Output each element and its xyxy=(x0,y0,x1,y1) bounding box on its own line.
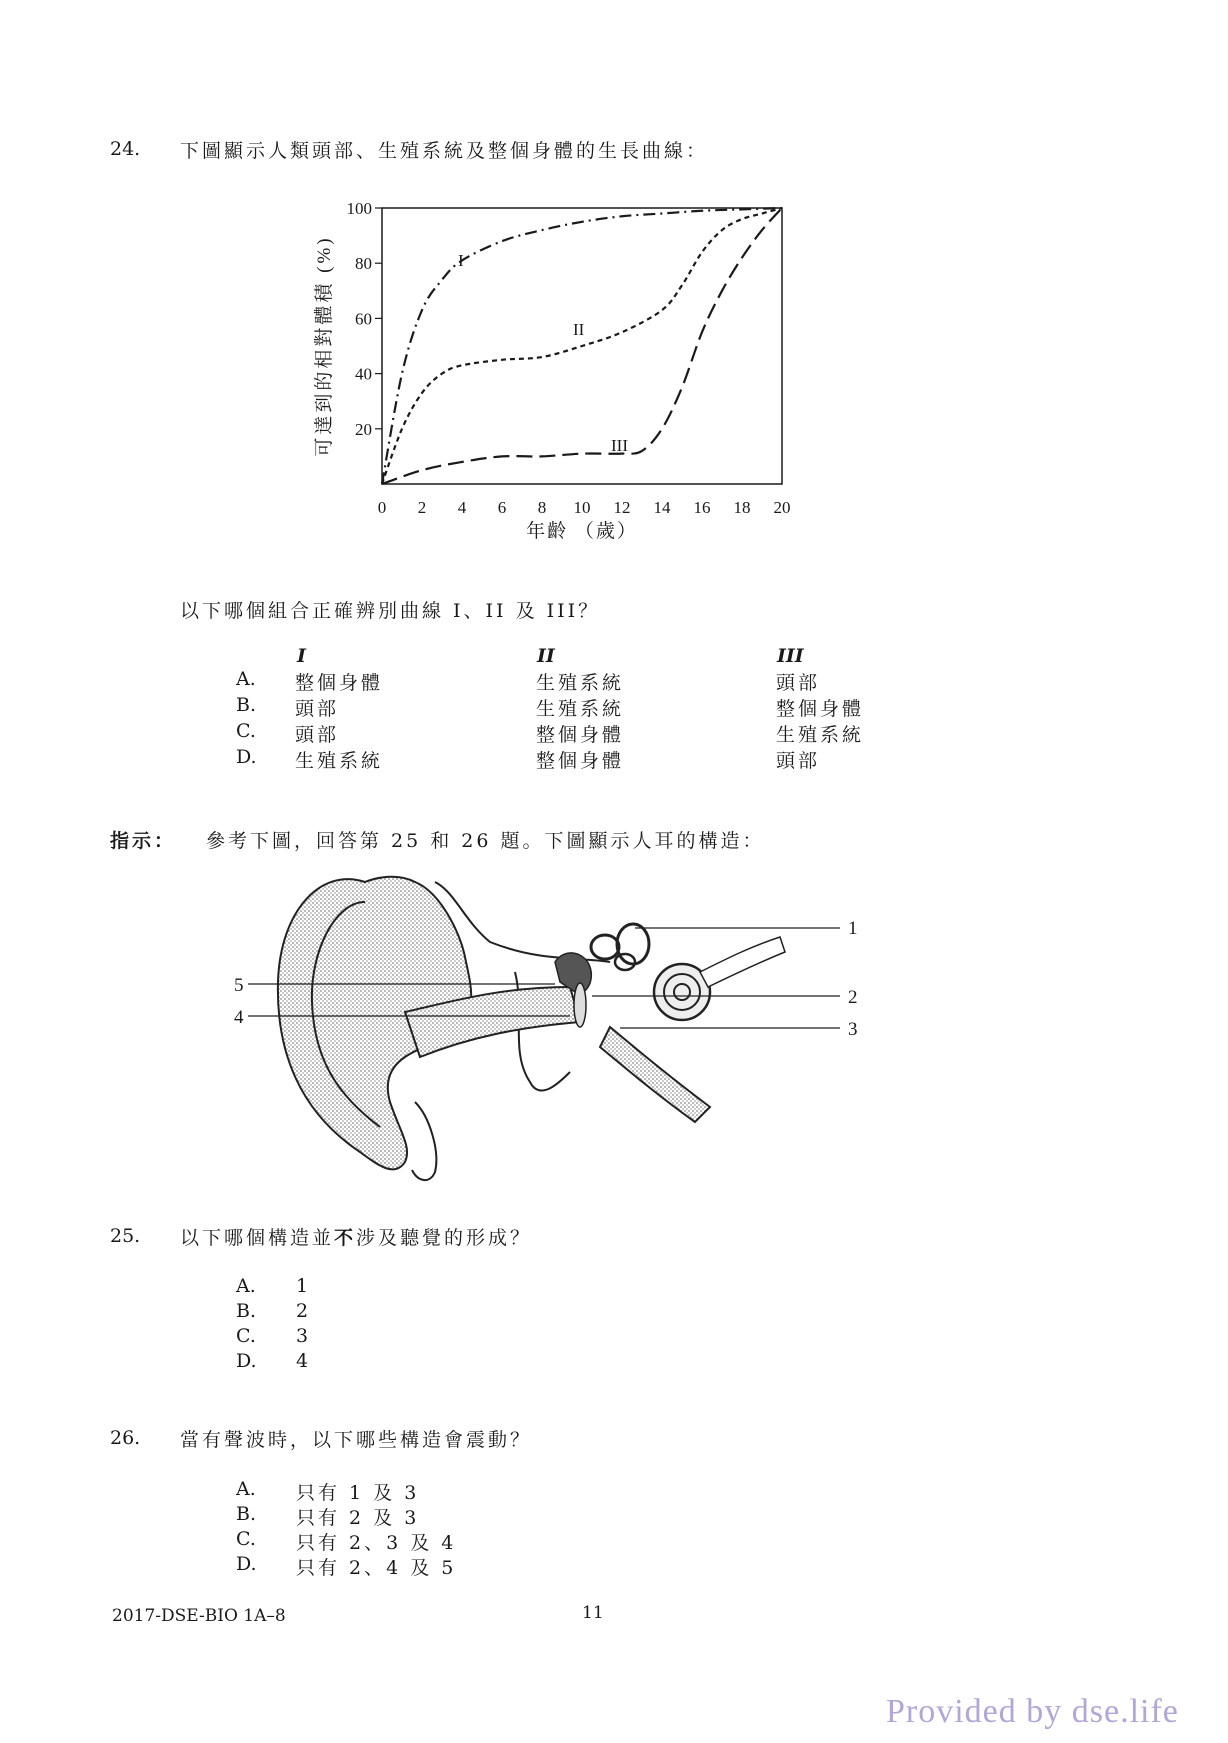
option-cell: 整個身體 xyxy=(776,698,865,720)
option-cell: 頭部 xyxy=(776,672,821,694)
option-cell: 頭部 xyxy=(776,750,821,772)
option-letter: C. xyxy=(236,720,256,742)
q25-stem-bold: 不 xyxy=(334,1227,357,1249)
option-letter: B. xyxy=(236,694,257,716)
x-tick-label: 12 xyxy=(613,498,631,517)
curve-label-I: I xyxy=(458,251,464,270)
q25-number: 25. xyxy=(110,1225,141,1247)
option-cell: 生殖系統 xyxy=(295,750,384,772)
option-letter: D. xyxy=(236,1350,257,1372)
eustachian-tube xyxy=(600,1027,710,1122)
option-letter: C. xyxy=(236,1325,256,1347)
eardrum xyxy=(574,983,586,1027)
option-text: 4 xyxy=(296,1350,312,1372)
option-letter: D. xyxy=(236,746,257,768)
ear-diagram xyxy=(234,862,960,1192)
x-tick-label: 16 xyxy=(693,498,711,517)
option-letter: C. xyxy=(236,1528,256,1550)
curve-label-III: III xyxy=(611,436,628,455)
watermark: Provided by dse.life xyxy=(886,1693,1179,1730)
option-text: 3 xyxy=(296,1325,312,1347)
option-cell: 生殖系統 xyxy=(776,724,865,746)
option-letter: A. xyxy=(236,1478,256,1500)
x-tick-label: 4 xyxy=(457,498,467,517)
x-tick-label: 14 xyxy=(653,498,671,517)
option-letter: A. xyxy=(236,668,256,690)
q25-stem xyxy=(180,1223,532,1250)
option-letter: A. xyxy=(236,1275,256,1297)
option-cell: 生殖系統 xyxy=(536,698,625,720)
q26-number: 26. xyxy=(110,1427,141,1449)
q26-stem: 當有聲波時，以下哪些構造會震動？ xyxy=(180,1429,533,1451)
option-letter: B. xyxy=(236,1503,257,1525)
page-number: 11 xyxy=(582,1603,604,1623)
curve-label-II: II xyxy=(573,320,585,339)
semicircular-canal-b xyxy=(591,935,619,959)
x-tick-label: 18 xyxy=(733,498,751,517)
option-text: 只有 2、3 及 4 xyxy=(296,1532,457,1554)
y-tick-label: 100 xyxy=(346,199,372,218)
ear-label-2: 2 xyxy=(848,987,858,1008)
option-text: 1 xyxy=(296,1275,312,1297)
series-line-II xyxy=(382,208,782,484)
ear-label-3: 3 xyxy=(848,1019,858,1040)
col-header-II: II xyxy=(537,645,555,667)
x-tick-label: 10 xyxy=(573,498,591,517)
option-text: 只有 2 及 3 xyxy=(296,1507,420,1529)
x-tick-label: 0 xyxy=(377,498,387,517)
y-tick-label: 20 xyxy=(355,419,372,439)
option-text: 只有 1 及 3 xyxy=(296,1482,420,1504)
x-axis-label: 年齡 （歲） xyxy=(526,521,638,542)
ear-lobe xyxy=(412,1102,436,1180)
x-tick-label: 6 xyxy=(497,498,507,517)
y-tick-label: 40 xyxy=(355,364,372,384)
paper-code: 2017-DSE-BIO 1A–8 xyxy=(112,1606,286,1626)
option-cell: 頭部 xyxy=(295,724,340,746)
q24-question: 以下哪個組合正確辨別曲線 I、II 及 III？ xyxy=(180,600,601,622)
ear-label-5: 5 xyxy=(234,975,244,996)
instruction-text: 參考下圖，回答第 25 和 26 題。下圖顯示人耳的構造： xyxy=(206,830,765,852)
y-tick-label: 80 xyxy=(355,254,372,274)
col-header-I: I xyxy=(297,645,306,667)
q25-stem-before: 以下哪個構造並 xyxy=(180,1227,335,1249)
option-text: 只有 2、4 及 5 xyxy=(296,1557,457,1579)
y-axis-label: 可達到的相對體積 (%) xyxy=(314,235,335,457)
ear-label-4: 4 xyxy=(234,1007,244,1028)
option-letter: B. xyxy=(236,1300,257,1322)
option-cell: 生殖系統 xyxy=(536,672,625,694)
q24-stem: 下圖顯示人類頭部、生殖系統及整個身體的生長曲線： xyxy=(180,140,709,162)
option-text: 2 xyxy=(296,1300,312,1322)
col-header-III: III xyxy=(777,645,804,667)
auditory-nerve xyxy=(700,937,785,987)
growth-curve-chart xyxy=(290,190,830,550)
instruction-label: 指示： xyxy=(110,830,177,852)
ear-label-1: 1 xyxy=(848,918,858,939)
option-cell: 頭部 xyxy=(295,698,340,720)
x-tick-label: 20 xyxy=(773,498,791,517)
option-cell: 整個身體 xyxy=(536,750,625,772)
option-cell: 整個身體 xyxy=(536,724,625,746)
option-cell: 整個身體 xyxy=(295,672,384,694)
y-tick-label: 60 xyxy=(355,309,372,329)
q25-stem-after: 涉及聽覺的形成？ xyxy=(356,1227,533,1249)
q24-number: 24. xyxy=(110,138,141,160)
x-tick-label: 2 xyxy=(417,498,427,517)
option-letter: D. xyxy=(236,1553,257,1575)
x-tick-label: 8 xyxy=(537,498,547,517)
